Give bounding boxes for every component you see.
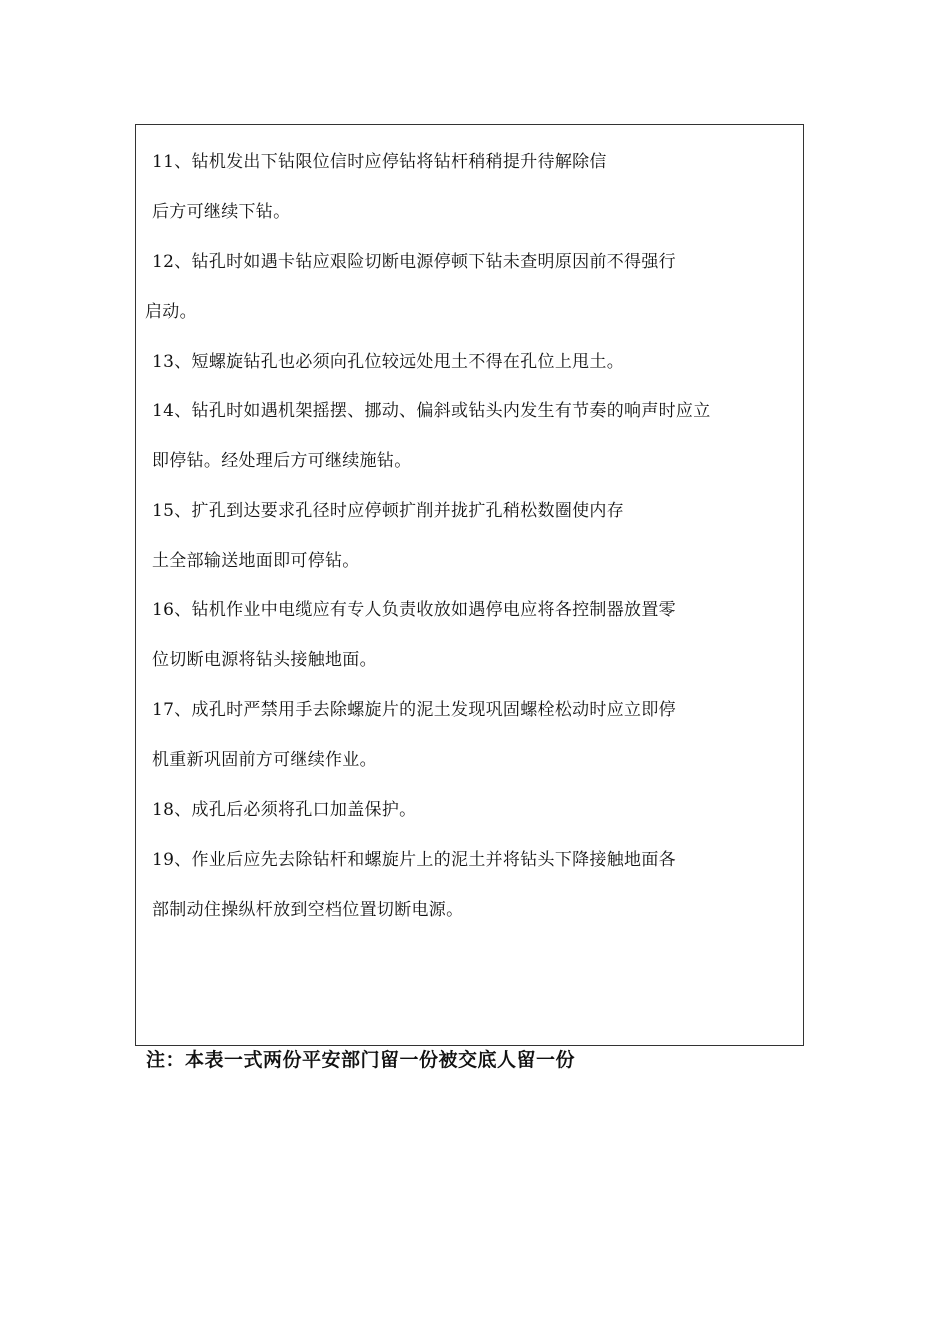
text-line: 即停钻。经处理后方可继续施钻。 xyxy=(152,451,412,471)
text-line: 12、钻孔时如遇卡钻应艰险切断电源停顿下钻未查明原因前不得强行 xyxy=(152,252,676,272)
text-line: 土全部输送地面即可停钻。 xyxy=(152,551,360,571)
text-line: 16、钻机作业中电缆应有专人负责收放如遇停电应将各控制器放置零 xyxy=(152,600,676,620)
text-line: 15、扩孔到达要求孔径时应停顿扩削并拢扩孔稍松数圈使内存 xyxy=(152,501,625,521)
text-line: 17、成孔时严禁用手去除螺旋片的泥土发现巩固螺栓松动时应立即停 xyxy=(152,700,676,720)
text-line: 11、钻机发出下钻限位信时应停钻将钻杆稍稍提升待解除信 xyxy=(152,152,607,172)
text-line: 19、作业后应先去除钻杆和螺旋片上的泥土并将钻头下降接触地面各 xyxy=(152,850,676,870)
text-line: 机重新巩固前方可继续作业。 xyxy=(152,750,377,770)
text-line: 13、短螺旋钻孔也必须向孔位较远处甩土不得在孔位上甩土。 xyxy=(152,352,625,372)
text-line: 14、钻孔时如遇机架摇摆、挪动、偏斜或钻头内发生有节奏的响声时应立 xyxy=(152,401,711,421)
text-line: 部制动住操纵杆放到空档位置切断电源。 xyxy=(152,900,464,920)
text-line: 后方可继续下钻。 xyxy=(152,202,291,222)
text-line: 位切断电源将钻头接触地面。 xyxy=(152,650,377,670)
text-line: 18、成孔后必须将孔口加盖保护。 xyxy=(152,800,417,820)
footer-note: 注：本表一式两份平安部门留一份被交底人留一份 xyxy=(146,1049,576,1071)
text-line: 启动。 xyxy=(145,302,197,322)
